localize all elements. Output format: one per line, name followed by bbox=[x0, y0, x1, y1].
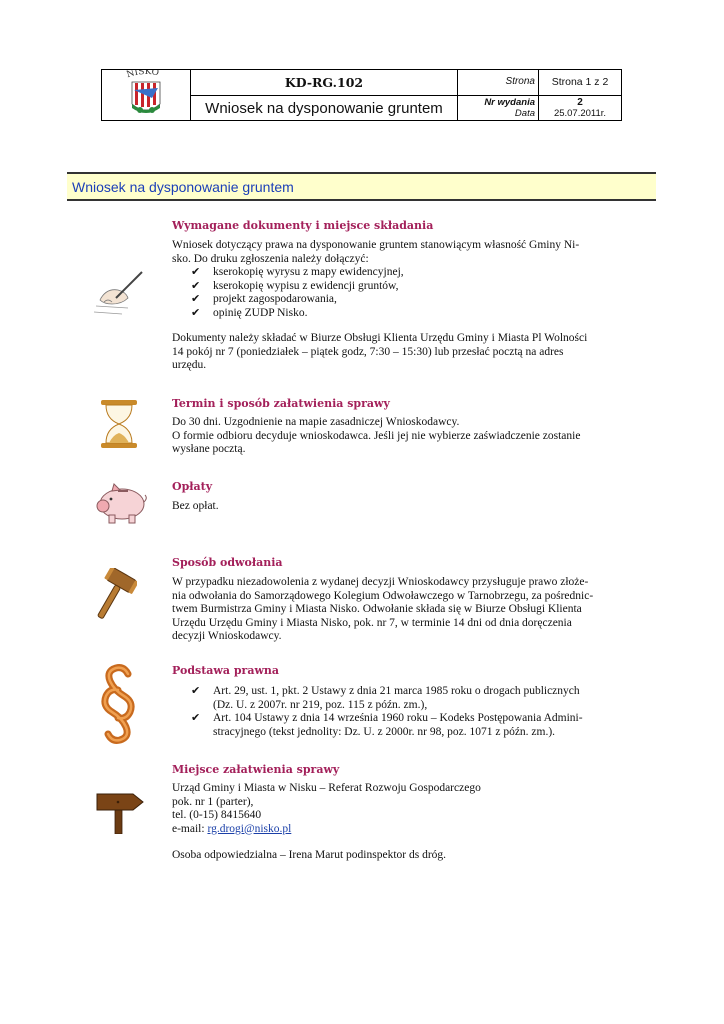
email-line: e-mail: rg.drogi@nisko.pl bbox=[172, 822, 292, 835]
list-item: ✔ Art. 104 Ustawy z dnia 14 września 1960 roku – Kodeks Postępowania Admini- stracyjnego (tekst jednolity: Dz. U. z 2000r. nr 98, poz. 1071 z późn. zm.). bbox=[191, 712, 583, 738]
document-title: Wniosek na dysponowanie gruntem bbox=[205, 100, 443, 117]
writing-hand-icon bbox=[92, 268, 148, 322]
documents-place: Dokumenty należy składać w Biurze Obsługi Klienta Urzędu Gminy i Miasta Pl Wolności 14 pokój nr 7 (poniedziałek – piątek godz, 7:30 – 15:30) lub przesłać pocztą na adres urzędu. bbox=[172, 332, 588, 371]
responsible-person: Osoba odpowiedzialna – Irena Marut podinspektor ds dróg. bbox=[172, 849, 447, 861]
checkmark-icon: ✔ bbox=[191, 279, 201, 292]
checkmark-icon: ✔ bbox=[191, 293, 201, 305]
issue-label: Nr wydania bbox=[484, 97, 535, 108]
gavel-icon bbox=[97, 568, 137, 628]
checkmark-icon: ✔ bbox=[191, 685, 201, 697]
list-item: ✔ kserokopię wyrysu z mapy ewidencyjnej, bbox=[191, 266, 404, 278]
title-bar-text: Wniosek na dysponowanie gruntem bbox=[72, 179, 294, 195]
documents-heading: Wymagane dokumenty i miejsce składania bbox=[172, 219, 434, 232]
place-text: Urząd Gminy i Miasta w Nisku – Referat Rozwoju Gospodarczego pok. nr 1 (parter), tel. (0-15) 8415640 e-mail: rg.drogi@nisko.pl Osoba odpowiedzialna – Irena Marut podinspektor ds dróg. bbox=[172, 782, 652, 863]
checkmark-icon: ✔ bbox=[191, 712, 201, 724]
legal-heading: Podstawa prawna bbox=[172, 664, 280, 677]
signpost-icon bbox=[93, 786, 149, 838]
term-text: Do 30 dni. Uzgodnienie na mapie zasadniczej Wnioskodawcy. O formie odbioru decyduje wnioskodawca. Jeśli jej nie wybierze zaświadczenie zostanie wysłane pocztą. bbox=[172, 416, 581, 455]
date-value: 25.07.2011r. bbox=[553, 108, 607, 119]
term-heading: Termin i sposób załatwienia sprawy bbox=[172, 397, 390, 410]
piggy-bank-icon bbox=[92, 482, 148, 530]
checkmark-icon: ✔ bbox=[191, 306, 201, 319]
nisko-logo bbox=[102, 70, 190, 120]
page-label: Strona bbox=[505, 76, 535, 87]
page-value: Strona 1 z 2 bbox=[551, 76, 609, 88]
email-link[interactable]: rg.drogi@nisko.pl bbox=[207, 822, 292, 835]
appeal-heading: Sposób odwołania bbox=[172, 556, 283, 569]
fees-text: Bez opłat. bbox=[172, 500, 219, 512]
date-label: Data bbox=[514, 108, 535, 119]
documents-intro: Wniosek dotyczący prawa na dysponowanie gruntem stanowiącym własność Gminy Ni- sko. Do druku zgłoszenia należy dołączyć: bbox=[172, 239, 580, 265]
list-item: ✔ kserokopię wypisu z ewidencji gruntów, bbox=[191, 279, 399, 292]
svg-text:NISKO: NISKO bbox=[125, 70, 160, 81]
documents-list bbox=[191, 266, 404, 320]
issue-value: 2 bbox=[577, 97, 583, 108]
title-bar bbox=[67, 172, 656, 201]
hourglass-icon bbox=[99, 399, 139, 453]
appeal-text: W przypadku niezadowolenia z wydanej decyzji Wnioskodawcy przysługuje prawo złoże- nia odwołania do Samorządowego Kolegium Odwoławczego w Tarnobrzegu, za pośrednic- twem Burmistrza Gminy i Miasta Nisko. Odwołanie składa się w Biurze Obsługi Klienta Urzędu Urzędu Gminy i Miasta Nisko, pok. nr 7, w terminie 14 dni od dnia doręczenia decyzji Wnioskodawcy. bbox=[172, 576, 594, 642]
list-item: ✔ opinię ZUDP Nisko. bbox=[191, 306, 308, 319]
place-heading: Miejsce załatwienia sprawy bbox=[172, 763, 340, 776]
legal-list bbox=[191, 685, 652, 739]
fees-heading: Opłaty bbox=[172, 480, 213, 493]
list-item: ✔ Art. 29, ust. 1, pkt. 2 Ustawy z dnia 21 marca 1985 roku o drogach publicznych (Dz. U. z 2007r. nr 219, poz. 115 z późn. zm.), bbox=[191, 685, 580, 711]
paragraph-icon bbox=[98, 664, 138, 748]
document-header bbox=[101, 69, 622, 121]
list-item: ✔ projekt zagospodarowania, bbox=[191, 293, 337, 305]
document-code: KD-RG.102 bbox=[284, 75, 364, 90]
checkmark-icon: ✔ bbox=[191, 266, 201, 278]
